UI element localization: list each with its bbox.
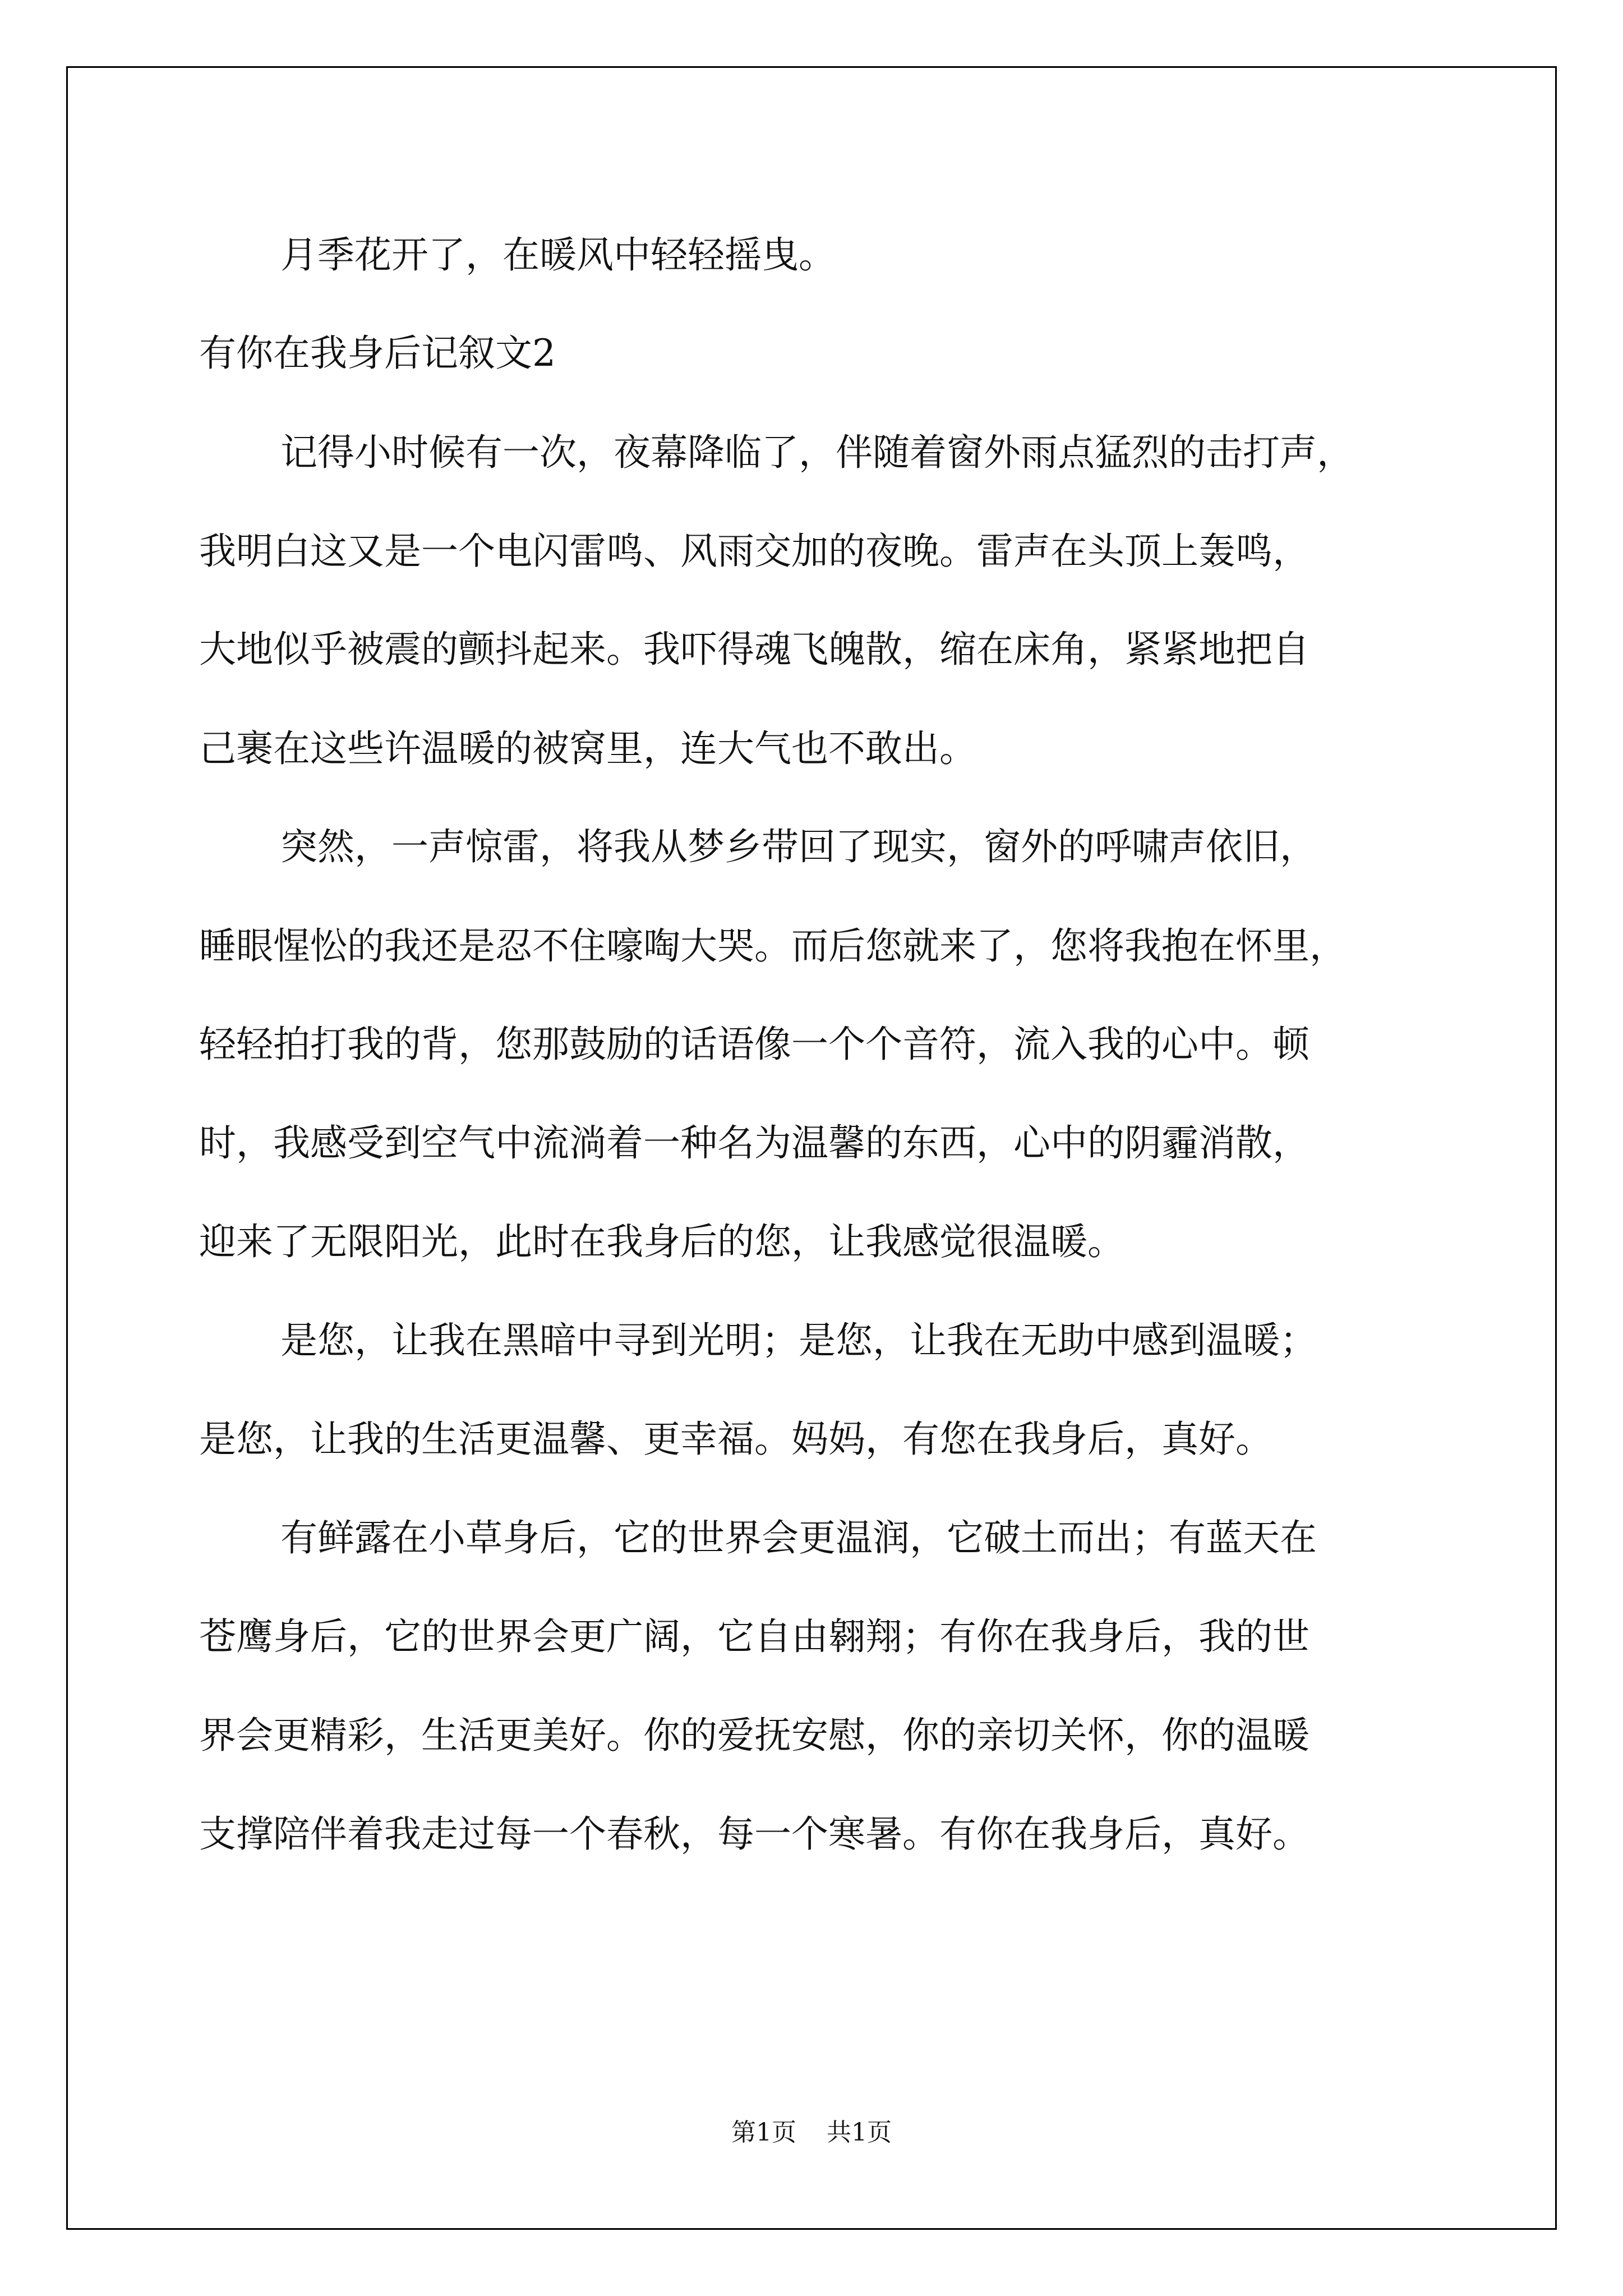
paragraph-line: 支撑陪伴着我走过每一个春秋，每一个寒暑。有你在我身后，真好。 [199,1812,1310,1856]
paragraph-line: 突然，一声惊雷，将我从梦乡带回了现实，窗外的呼啸声依旧， [280,825,1317,868]
paragraph-line: 睡眼惺忪的我还是忍不住嚎啕大哭。而后您就来了，您将我抱在怀里， [199,924,1347,968]
paragraph-line: 苍鹰身后，它的世界会更广阔，它自由翱翔；有你在我身后，我的世 [199,1615,1310,1658]
page-footer [0,2116,1623,2150]
paragraph-line: 时，我感受到空气中流淌着一种名为温馨的东西，心中的阴霾消散， [199,1121,1310,1165]
paragraph-line: 轻轻拍打我的背，您那鼓励的话语像一个个音符，流入我的心中。顿 [199,1023,1310,1066]
paragraph-line: 大地似乎被震的颤抖起来。我吓得魂飞魄散，缩在床角，紧紧地把自 [199,628,1310,671]
paragraph-line: 己裹在这些许温暖的被窝里，连大气也不敢出。 [199,727,976,770]
paragraph-line: 有鲜露在小草身后，它的世界会更温润，它破土而出；有蓝天在 [280,1516,1317,1559]
paragraph-line: 月季花开了，在暖风中轻轻摇曳。 [280,233,836,277]
section-heading: 有你在我身后记叙文2 [199,332,556,375]
page-total: 共1页 [827,2118,892,2147]
paragraph-line: 是您，让我的生活更温馨、更幸福。妈妈，有您在我身后，真好。 [199,1418,1272,1461]
paragraph-line: 记得小时候有一次，夜幕降临了，伴随着窗外雨点猛烈的击打声， [280,431,1354,474]
paragraph-line: 迎来了无限阳光，此时在我身后的您，让我感觉很温暖。 [199,1220,1124,1263]
paragraph-line: 界会更精彩，生活更美好。你的爱抚安慰，你的亲切关怀，你的温暖 [199,1714,1310,1757]
paragraph-line: 是您，让我在黑暗中寻到光明；是您，让我在无助中感到温暖； [280,1319,1317,1362]
paragraph-line: 我明白这又是一个电闪雷鸣、风雨交加的夜晚。雷声在头顶上轰鸣， [199,530,1310,573]
page-number: 第1页 [731,2118,796,2147]
